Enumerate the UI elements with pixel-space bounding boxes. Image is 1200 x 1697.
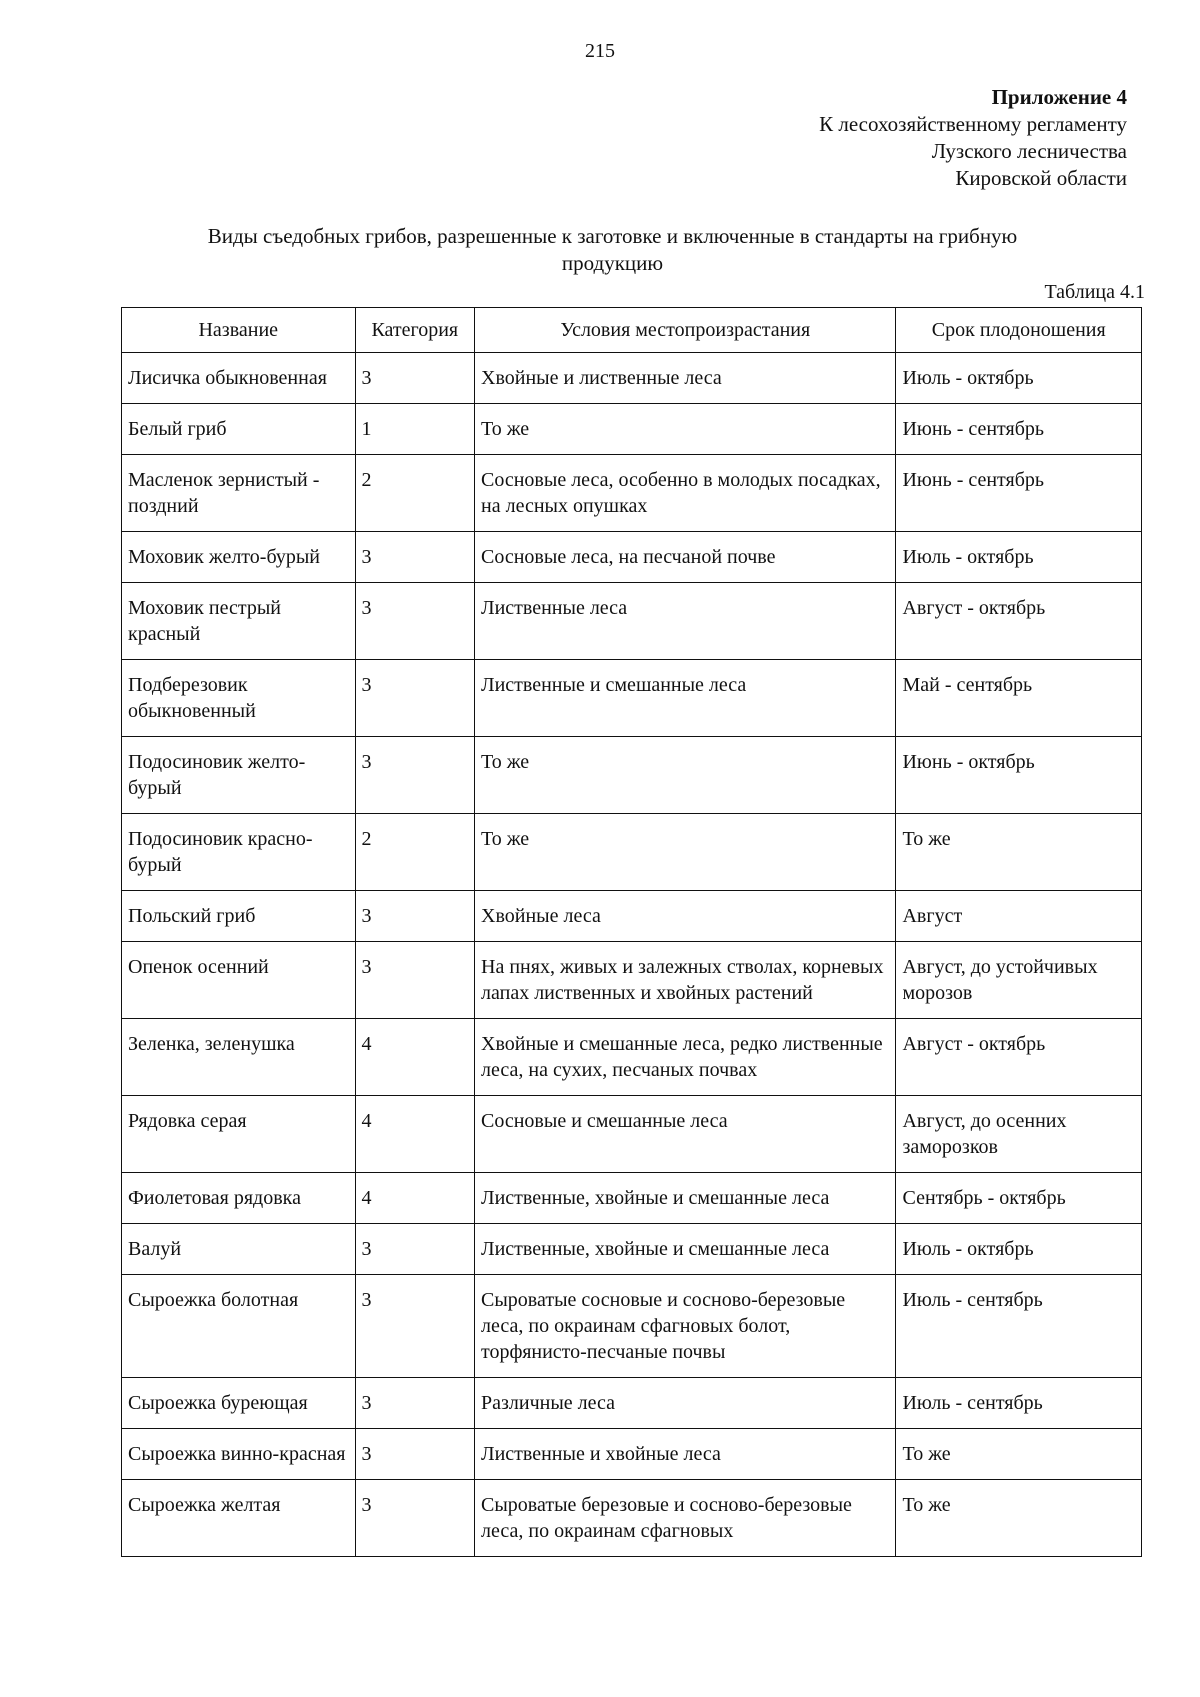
cell-habitat: Лиственные и смешанные леса (475, 660, 896, 737)
table-row (122, 1173, 1142, 1224)
cell-category: 3 (355, 353, 474, 404)
cell-category: 4 (355, 1173, 474, 1224)
cell-category: 3 (355, 737, 474, 814)
cell-habitat: Сыроватые сосновые и сосново-березовые леса, по окраинам сфагновых болот, торфянисто-песчаные почвы (475, 1275, 896, 1378)
cell-habitat: Сыроватые березовые и сосново-березовые леса, по окраинам сфагновых (475, 1480, 896, 1557)
cell-name: Подосиновик красно-бурый (122, 814, 356, 891)
cell-habitat: То же (475, 737, 896, 814)
appendix-block (819, 84, 1127, 192)
cell-name: Сыроежка желтая (122, 1480, 356, 1557)
cell-fruiting-period: Июль - сентябрь (896, 1275, 1142, 1378)
cell-name: Опенок осенний (122, 942, 356, 1019)
cell-name: Сыроежка винно-красная (122, 1429, 356, 1480)
table-row (122, 1096, 1142, 1173)
cell-name: Сыроежка буреющая (122, 1378, 356, 1429)
mushroom-species-table (121, 307, 1142, 1557)
cell-category: 2 (355, 814, 474, 891)
cell-category: 2 (355, 455, 474, 532)
cell-name: Моховик пестрый красный (122, 583, 356, 660)
table-row (122, 353, 1142, 404)
cell-category: 3 (355, 1378, 474, 1429)
cell-name: Лисичка обыкновенная (122, 353, 356, 404)
table-row (122, 891, 1142, 942)
table-row (122, 1378, 1142, 1429)
cell-habitat: Хвойные леса (475, 891, 896, 942)
cell-category: 3 (355, 1429, 474, 1480)
table-row (122, 942, 1142, 1019)
table-body (122, 353, 1142, 1557)
table-row (122, 1429, 1142, 1480)
cell-fruiting-period: Август (896, 891, 1142, 942)
cell-habitat: Сосновые леса, на песчаной почве (475, 532, 896, 583)
cell-habitat: Лиственные, хвойные и смешанные леса (475, 1173, 896, 1224)
appendix-line: Лузского лесничества (931, 139, 1127, 163)
cell-category: 4 (355, 1096, 474, 1173)
cell-fruiting-period: Август - октябрь (896, 583, 1142, 660)
cell-fruiting-period: То же (896, 1429, 1142, 1480)
table-row (122, 583, 1142, 660)
cell-habitat: Сосновые леса, особенно в молодых посадках, на лесных опушках (475, 455, 896, 532)
cell-fruiting-period: Июль - октябрь (896, 1224, 1142, 1275)
cell-category: 3 (355, 1224, 474, 1275)
header-category: Категория (355, 308, 474, 353)
document-title-line: Виды съедобных грибов, разрешенные к заготовке и включенные в стандарты на грибную (207, 224, 1018, 248)
cell-habitat: Лиственные леса (475, 583, 896, 660)
header-habitat: Условия местопроизрастания (475, 308, 896, 353)
cell-fruiting-period: Август, до устойчивых морозов (896, 942, 1142, 1019)
cell-fruiting-period: Июль - октябрь (896, 532, 1142, 583)
header-fruiting-period: Срок плодоношения (896, 308, 1142, 353)
cell-category: 3 (355, 583, 474, 660)
cell-name: Масленок зернистый - поздний (122, 455, 356, 532)
cell-name: Зеленка, зеленушка (122, 1019, 356, 1096)
cell-category: 3 (355, 532, 474, 583)
table-row (122, 737, 1142, 814)
cell-name: Валуй (122, 1224, 356, 1275)
cell-name: Рядовка серая (122, 1096, 356, 1173)
cell-category: 1 (355, 404, 474, 455)
appendix-line: Кировской области (955, 166, 1127, 190)
table-label: Таблица 4.1 (1044, 281, 1145, 303)
cell-category: 3 (355, 660, 474, 737)
cell-fruiting-period: Май - сентябрь (896, 660, 1142, 737)
cell-category: 4 (355, 1019, 474, 1096)
cell-name: Белый гриб (122, 404, 356, 455)
cell-habitat: На пнях, живых и залежных стволах, корневых лапах лиственных и хвойных растений (475, 942, 896, 1019)
cell-name: Польский гриб (122, 891, 356, 942)
cell-fruiting-period: Июнь - сентябрь (896, 455, 1142, 532)
cell-fruiting-period: Июнь - октябрь (896, 737, 1142, 814)
appendix-heading: Приложение 4 (991, 85, 1127, 109)
cell-category: 3 (355, 1480, 474, 1557)
cell-name: Подосиновик желто-бурый (122, 737, 356, 814)
table-row (122, 1019, 1142, 1096)
cell-fruiting-period: Июнь - сентябрь (896, 404, 1142, 455)
cell-category: 3 (355, 891, 474, 942)
document-title-line: продукцию (561, 251, 664, 275)
table-header-row (122, 308, 1142, 353)
cell-category: 3 (355, 1275, 474, 1378)
cell-habitat: Хвойные и лиственные леса (475, 353, 896, 404)
table-row (122, 532, 1142, 583)
cell-habitat: Различные леса (475, 1378, 896, 1429)
cell-name: Подберезовик обыкновенный (122, 660, 356, 737)
appendix-line: К лесохозяйственному регламенту (819, 112, 1127, 136)
cell-fruiting-period: То же (896, 814, 1142, 891)
table-row (122, 814, 1142, 891)
table-row (122, 455, 1142, 532)
cell-habitat: Сосновые и смешанные леса (475, 1096, 896, 1173)
table-row (122, 1224, 1142, 1275)
page-number: 215 (585, 40, 615, 62)
cell-name: Фиолетовая рядовка (122, 1173, 356, 1224)
table-row (122, 660, 1142, 737)
header-name: Название (122, 308, 356, 353)
cell-name: Моховик желто-бурый (122, 532, 356, 583)
cell-fruiting-period: То же (896, 1480, 1142, 1557)
cell-category: 3 (355, 942, 474, 1019)
cell-habitat: То же (475, 404, 896, 455)
cell-name: Сыроежка болотная (122, 1275, 356, 1378)
cell-habitat: Лиственные, хвойные и смешанные леса (475, 1224, 896, 1275)
cell-fruiting-period: Август - октябрь (896, 1019, 1142, 1096)
table-row (122, 1275, 1142, 1378)
table-row (122, 1480, 1142, 1557)
cell-fruiting-period: Август, до осенних заморозков (896, 1096, 1142, 1173)
cell-habitat: То же (475, 814, 896, 891)
cell-fruiting-period: Сентябрь - октябрь (896, 1173, 1142, 1224)
cell-habitat: Лиственные и хвойные леса (475, 1429, 896, 1480)
table-row (122, 404, 1142, 455)
cell-habitat: Хвойные и смешанные леса, редко лиственные леса, на сухих, песчаных почвах (475, 1019, 896, 1096)
document-title (120, 223, 1105, 277)
cell-fruiting-period: Июль - октябрь (896, 353, 1142, 404)
cell-fruiting-period: Июль - сентябрь (896, 1378, 1142, 1429)
